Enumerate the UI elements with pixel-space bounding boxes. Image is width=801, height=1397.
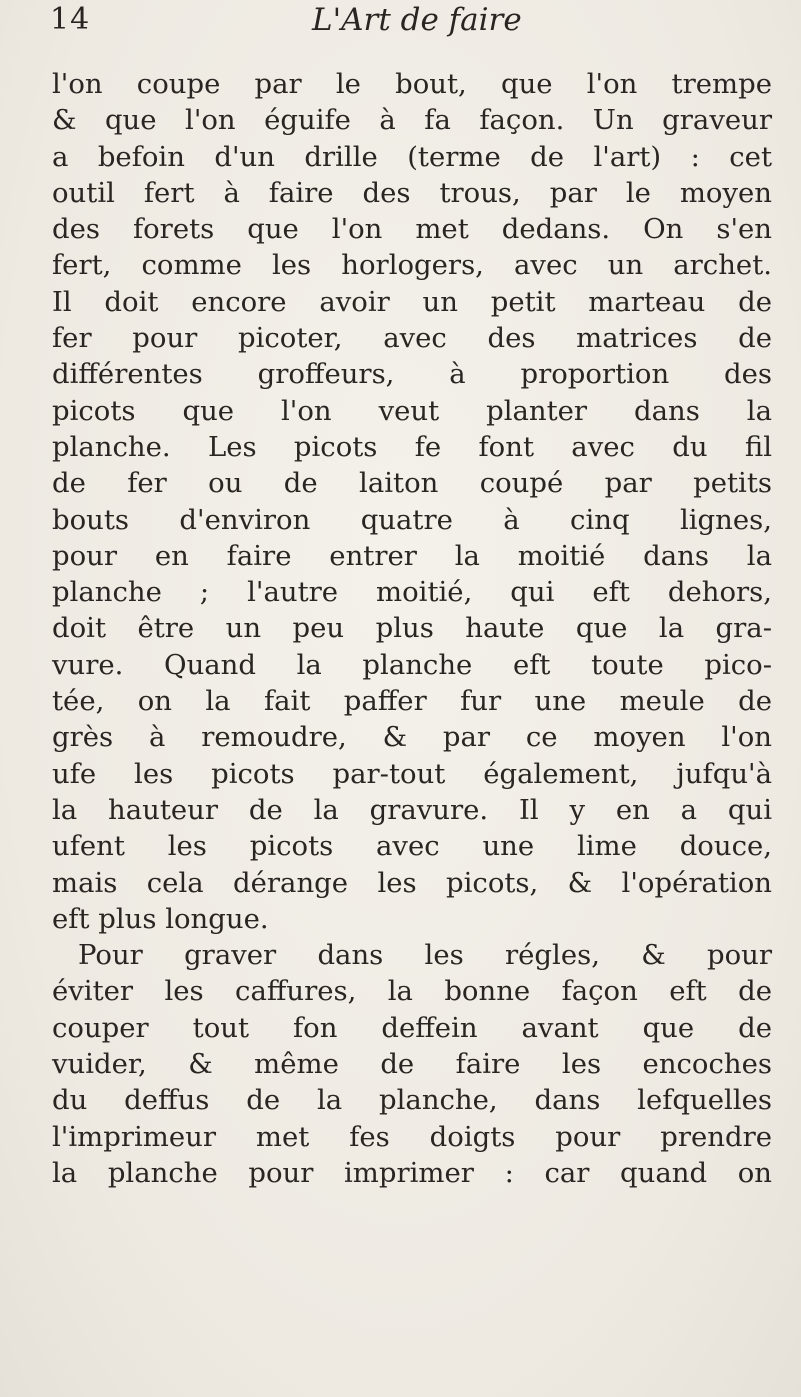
text-line: ufent les picots avec une lime douce,: [52, 830, 772, 863]
text-line: des forets que l'on met dedans. On s'en: [52, 213, 772, 246]
text-line: la planche pour imprimer : car quand on: [52, 1156, 772, 1189]
text-line: de fer ou de laiton coupé par petits: [52, 467, 772, 500]
text-line: doit être un peu plus haute que la gra-: [52, 612, 772, 645]
text-line: fer pour picoter, avec des matrices de: [52, 322, 772, 355]
text-line: picots que l'on veut planter dans la: [52, 394, 772, 427]
text-line: Il doit encore avoir un petit marteau de: [52, 285, 772, 318]
text-line: ufe les picots par-tout également, jufqu'à: [52, 757, 772, 790]
page-number: 14: [50, 2, 91, 37]
text-line: vuider, & même de faire les encoches: [52, 1048, 772, 1081]
text-line: la hauteur de la gravure. Il y en a qui: [52, 793, 772, 826]
text-line: du deffus de la planche, dans lefquelles: [52, 1084, 772, 1117]
text-line: éviter les caffures, la bonne façon eft de: [52, 975, 772, 1008]
text-line: planche. Les picots fe font avec du fil: [52, 430, 772, 463]
page-header-title: L'Art de faire: [312, 2, 522, 38]
text-line: & que l'on éguife à fa façon. Un graveur: [52, 104, 772, 137]
text-line: eft plus longue.: [52, 902, 269, 935]
text-line: l'on coupe par le bout, que l'on trempe: [52, 68, 772, 100]
text-line: pour en faire entrer la moitié dans la: [52, 539, 772, 572]
text-line: vure. Quand la planche eft toute pico-: [52, 648, 772, 681]
text-line: couper tout fon deffein avant que de: [52, 1011, 772, 1044]
text-line: outil fert à faire des trous, par le moyen: [52, 176, 772, 209]
text-line: a befoin d'un drille (terme de l'art) : cet: [52, 140, 772, 173]
text-line: bouts d'environ quatre à cinq lignes,: [52, 503, 772, 536]
text-line: l'imprimeur met fes doigts pour prendre: [52, 1120, 772, 1153]
text-line: tée, on la fait paffer fur une meule de: [52, 685, 772, 718]
text-line: fert, comme les horlogers, avec un archet.: [52, 249, 772, 282]
text-line: planche ; l'autre moitié, qui eft dehors,: [52, 576, 772, 609]
body-text: [52, 66, 772, 1191]
text-line: grès à remoudre, & par ce moyen l'on: [52, 721, 772, 754]
text-line: différentes groffeurs, à proportion des: [52, 358, 772, 391]
text-line: Pour graver dans les régles, & pour: [78, 939, 772, 972]
text-line: mais cela dérange les picots, & l'opération: [52, 866, 772, 899]
running-head: [50, 2, 761, 48]
